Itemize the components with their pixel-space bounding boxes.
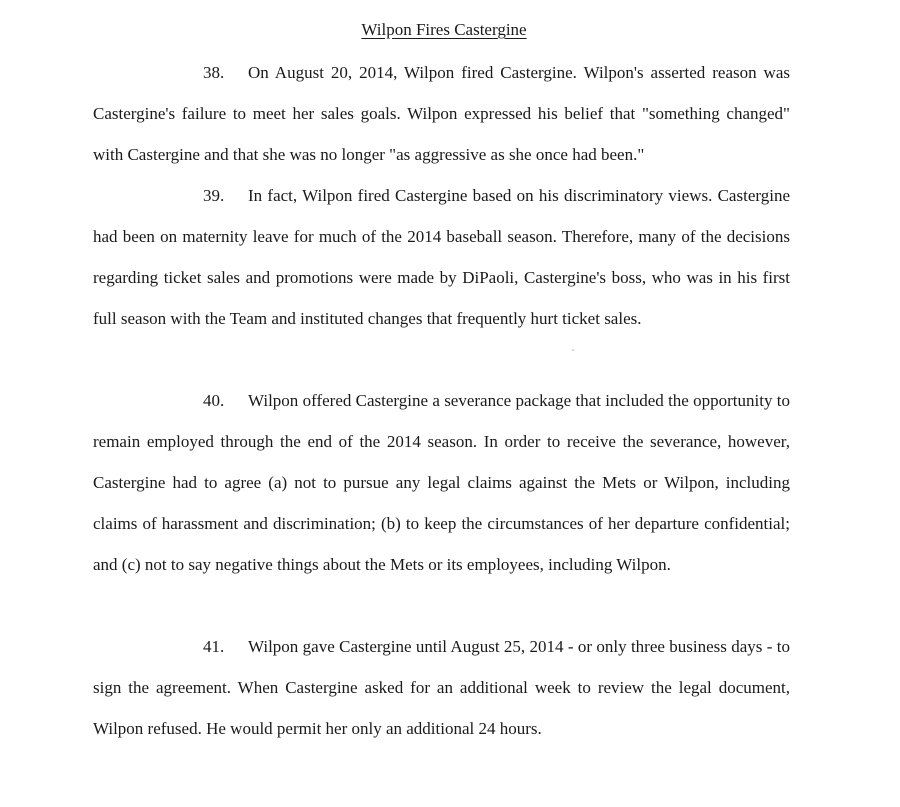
paragraph-38 bbox=[93, 52, 790, 175]
paragraph-text: Wilpon gave Castergine until August 25, 2014 - or only three business days - to sign the agreement. When Castergine asked for an additional week to review the legal document, Wilpon refused. He would permit her only an additional 24 hours. bbox=[93, 637, 790, 738]
paragraph-text: Wilpon offered Castergine a severance package that included the opportunity to remain employed through the end of the 2014 season. In order to receive the severance, however, Castergine had to agree (a) not to pursue any legal claims against the Mets or Wilpon, including claims of harassment and discrimination; (b) to keep the circumstances of her departure confidential; and (c) not to say negative things about the Mets or its employees, including Wilpon. bbox=[93, 391, 790, 574]
paragraph-41 bbox=[93, 626, 790, 749]
paragraph-number: 40. bbox=[203, 391, 225, 410]
paragraph-number: 39. bbox=[203, 186, 225, 205]
paragraph-39 bbox=[93, 175, 790, 339]
paragraph-number: 38. bbox=[203, 63, 225, 82]
section-heading: Wilpon Fires Castergine bbox=[361, 20, 527, 39]
scan-speck bbox=[572, 349, 574, 351]
paragraph-text: In fact, Wilpon fired Castergine based on his discriminatory views. Castergine had been on maternity leave for much of the 2014 baseball season. Therefore, many of the decisions regarding ticket sales and promotions were made by DiPaoli, Castergine's boss, who was in his first full season with the Team and instituted changes that frequently hurt ticket sales. bbox=[93, 186, 790, 328]
paragraph-40 bbox=[93, 380, 790, 585]
paragraph-text: On August 20, 2014, Wilpon fired Castergine. Wilpon's asserted reason was Castergine's failure to meet her sales goals. Wilpon expressed his belief that "something changed" with Castergine and that she was no longer "as aggressive as she once had been." bbox=[93, 63, 790, 164]
paragraph-number: 41. bbox=[203, 637, 225, 656]
